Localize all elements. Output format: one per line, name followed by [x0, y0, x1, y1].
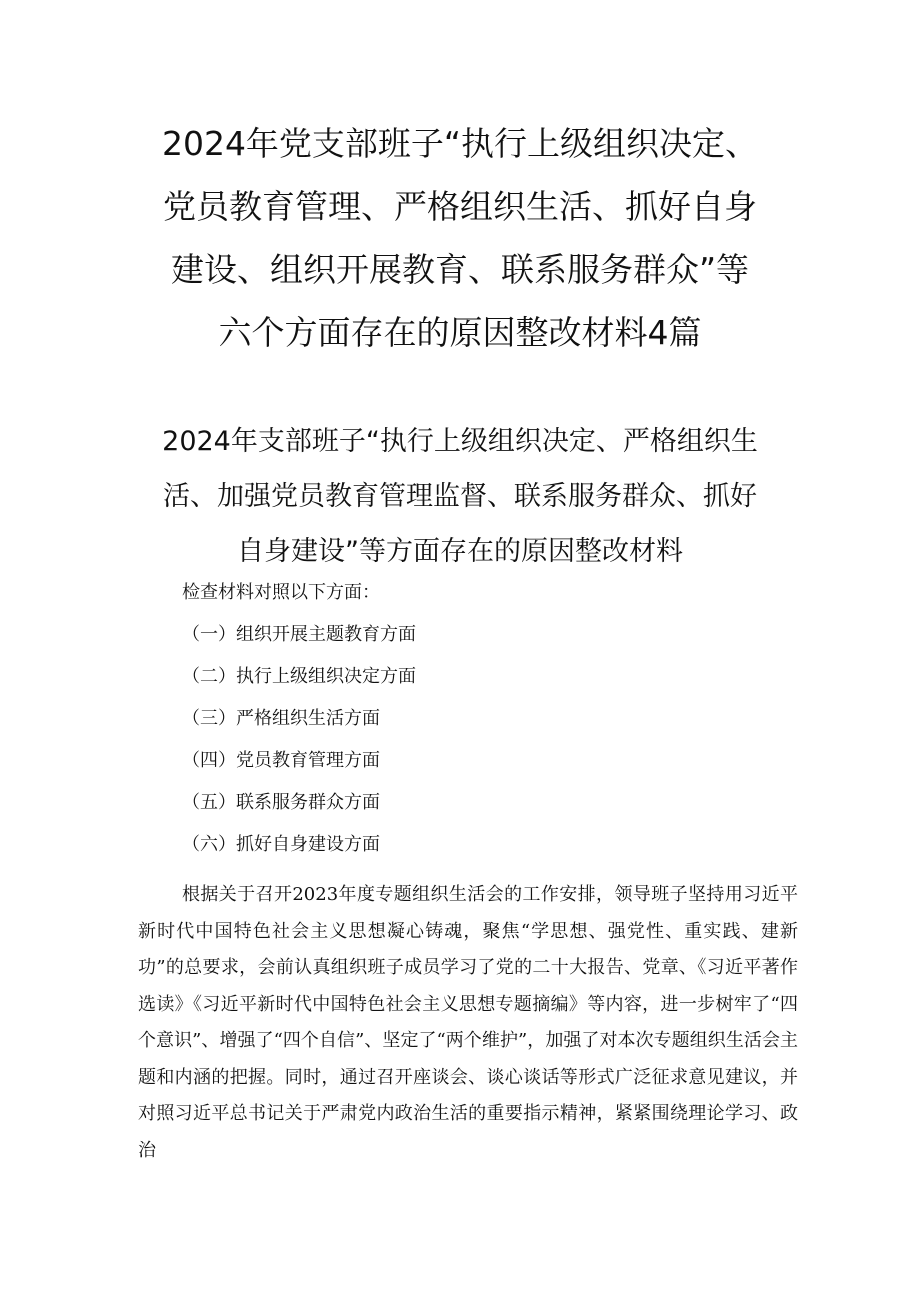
document-title-line: 六个方面存在的原因整改材料4篇 — [218, 313, 702, 352]
section-title-line: 自身建设”等方面存在的原因整改材料 — [237, 536, 683, 567]
aspect-item: （一）组织开展主题教育方面 — [182, 624, 416, 645]
section-title-line: 2024年支部班子“执行上级组织决定、严格组织生 — [162, 426, 758, 457]
section-title-line: 活、加强党员教育管理监督、联系服务群众、抓好 — [163, 481, 757, 512]
body-paragraph: 根据关于召开2023年度专题组织生活会的工作安排，领导班子坚持用习近平新时代中国特色社会主义思想凝心铸魂，聚焦“学思想、强党性、重实践、建新功”的总要求，会前认真组织班子成员学习了党的二十大报告、党章、《习近平著作选读》《习近平新时代中国特色社会主义思想专题摘编》等内容，进一步树牢了“四个意识”、增强了“四个自信”、坚定了“两个维护”，加强了对本次专题组织生活会主题和内涵的把握。同时，通过召开座谈会、谈心谈话等形式广泛征求意见建议，并对照习近平总书记关于严肃党内政治生活的重要指示精神，紧紧围绕理论学习、政治 — [138, 884, 798, 1161]
document-title-line: 2024年党支部班子“执行上级组织决定、 — [161, 124, 759, 163]
document-title — [130, 112, 790, 364]
document-title-line: 建设、组织开展教育、联系服务群众”等 — [170, 250, 750, 289]
aspect-item: （二）执行上级组织决定方面 — [182, 666, 416, 687]
aspect-item: （三）严格组织生活方面 — [182, 708, 380, 729]
aspect-item: （五）联系服务群众方面 — [182, 792, 380, 813]
section-title — [130, 414, 790, 579]
document-title-line: 党员教育管理、严格组织生活、抓好自身 — [163, 187, 757, 226]
aspect-item: （六）抓好自身建设方面 — [182, 834, 380, 855]
aspect-list — [182, 622, 416, 874]
aspect-item: （四）党员教育管理方面 — [182, 750, 380, 771]
intro-text: 检查材料对照以下方面： — [182, 582, 380, 603]
